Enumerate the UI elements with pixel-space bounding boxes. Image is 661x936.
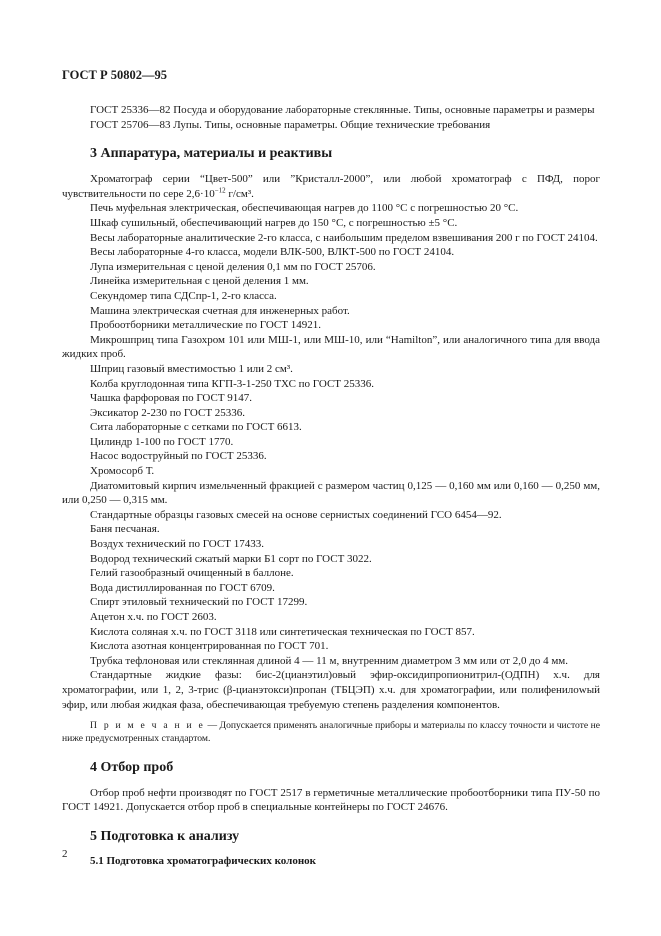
equipment-item: Водород технический сжатый марки Б1 сорт по ГОСТ 3022. xyxy=(90,552,372,565)
equipment-item: Хроматограф серии “Цвет-500” или ”Кристалл-2000”, или любой хроматограф с ПФД, порог чувствительности по сере $2,6\cdot 10^{-12}$ г/см³. xyxy=(62,173,600,200)
equipment-item: Чашка фарфоровая по ГОСТ 9147. xyxy=(90,392,253,405)
equipment-item: Весы лабораторные аналитические 2-го класса, с наибольшим пределом взвешивания 200 г по ГОСТ 24104. xyxy=(90,231,598,244)
equipment-item: Спирт этиловый технический по ГОСТ 17299. xyxy=(90,596,308,609)
equipment-item: Стандартные образцы газовых смесей на основе сернистых соединений ГСО 6454—92. xyxy=(90,508,502,521)
equipment-item: Насос водоструйный по ГОСТ 25336. xyxy=(90,450,267,463)
reference-item: ГОСТ 25336—82 Посуда и оборудование лабораторные стеклянные. Типы, основные параметры и размеры xyxy=(90,104,595,116)
section-title: 4 Отбор проб xyxy=(90,759,174,775)
equipment-item: Стандартные жидкие фазы: бис-2(цианэтил)овый эфир-оксидипропионитрил-(ОДПН) х.ч. для хроматографии, или 1, 2, 3-трис (β-цианэтокси)пропан (ТБЦЭП) х.ч. для хроматографии, или полифенилowый эфир, или любая жидкая фаза, обеспечивающая требуемую степень разделения компонентов. xyxy=(62,669,600,711)
equipment-item: Гелий газообразный очищенный в баллоне. xyxy=(90,567,294,580)
equipment-item: Микрошприц типа Газохром 101 или МШ-1, или МШ-10, или “Hamilton”, или аналогичного типа для ввода жидких проб. xyxy=(62,333,600,361)
document-header: ГОСТ Р 50802—95 xyxy=(62,68,168,82)
subsection-title: 5.1 Подготовка хроматографических колонок xyxy=(90,854,317,867)
equipment-item: Кислота соляная х.ч. по ГОСТ 3118 или синтетическая техническая по ГОСТ 857. xyxy=(90,625,475,638)
note xyxy=(62,720,600,746)
page-number: 2 xyxy=(62,848,68,860)
equipment-item: Секундомер типа СДСпр-1, 2-го класса. xyxy=(90,289,277,302)
note-label: П р и м е ч а н и е xyxy=(90,720,205,732)
paragraph: Отбор проб нефти производят по ГОСТ 2517 в герметичные металлические пробоотборники типа ПУ-50 по ГОСТ 14921. Допускается отбор проб в специальные контейнеры по ГОСТ 24676. xyxy=(62,786,600,814)
equipment-item: Печь муфельная электрическая, обеспечивающая нагрев до 1100 °С с погрешностью 20 °С. xyxy=(90,202,519,215)
reference-item: ГОСТ 25706—83 Лупы. Типы, основные параметры. Общие технические требования xyxy=(90,118,491,131)
section-title: 5 Подготовка к анализу xyxy=(90,828,240,844)
equipment-item: Шкаф сушильный, обеспечивающий нагрев до 150 °С, с погрешностью ±5 °С. xyxy=(90,216,458,229)
equipment-item: Цилиндр 1-100 по ГОСТ 1770. xyxy=(90,435,234,448)
equipment-item: Вода дистиллированная по ГОСТ 6709. xyxy=(90,581,275,594)
equipment-item: Ацетон х.ч. по ГОСТ 2603. xyxy=(90,611,217,623)
equipment-item: Машина электрическая счетная для инженерных работ. xyxy=(90,304,350,317)
equipment-item: Шприц газовый вместимостью 1 или 2 см³. xyxy=(90,362,293,375)
equipment-item: Баня песчаная. xyxy=(90,523,160,536)
document-page xyxy=(62,68,600,867)
equipment-item: Диатомитовый кирпич измельченный фракцией с размером частиц 0,125 — 0,160 мм или 0,160 — 0,250 мм, или 0,250 — 0,315 мм. xyxy=(62,479,600,507)
equipment-item: Хромосорб Т. xyxy=(90,465,155,478)
equipment-item: Пробоотборники металлические по ГОСТ 14921. xyxy=(90,319,321,332)
note-text: — Допускается применять аналогичные приборы и материалы по классу точности и чистоте не ниже предусмотренных стандартом. xyxy=(62,720,601,744)
section-title: 3 Аппаратура, материалы и реактивы xyxy=(90,146,333,162)
equipment-item: Эксикатор 2-230 по ГОСТ 25336. xyxy=(90,406,246,419)
equipment-item: Сита лабораторные с сетками по ГОСТ 6613. xyxy=(90,421,302,434)
equipment-item: Весы лабораторные 4-го класса, модели ВЛК-500, ВЛКТ-500 по ГОСТ 24104. xyxy=(90,246,455,259)
equipment-item: Воздух технический по ГОСТ 17433. xyxy=(90,538,264,551)
equipment-item: Трубка тефлоновая или стеклянная длиной 4 — 11 м, внутренним диаметром 3 мм или от 2,0 до 4 мм. xyxy=(90,654,568,667)
equipment-item: Колба круглодонная типа КГП-3-1-250 ТХС по ГОСТ 25336. xyxy=(90,377,375,390)
equipment-item: Линейка измерительная с ценой деления 1 мм. xyxy=(90,275,309,288)
equipment-list xyxy=(62,201,600,712)
equipment-item: Кислота азотная концентрированная по ГОСТ 701. xyxy=(90,640,329,653)
equipment-item: Лупа измерительная с ценой деления 0,1 мм по ГОСТ 25706. xyxy=(90,260,376,273)
